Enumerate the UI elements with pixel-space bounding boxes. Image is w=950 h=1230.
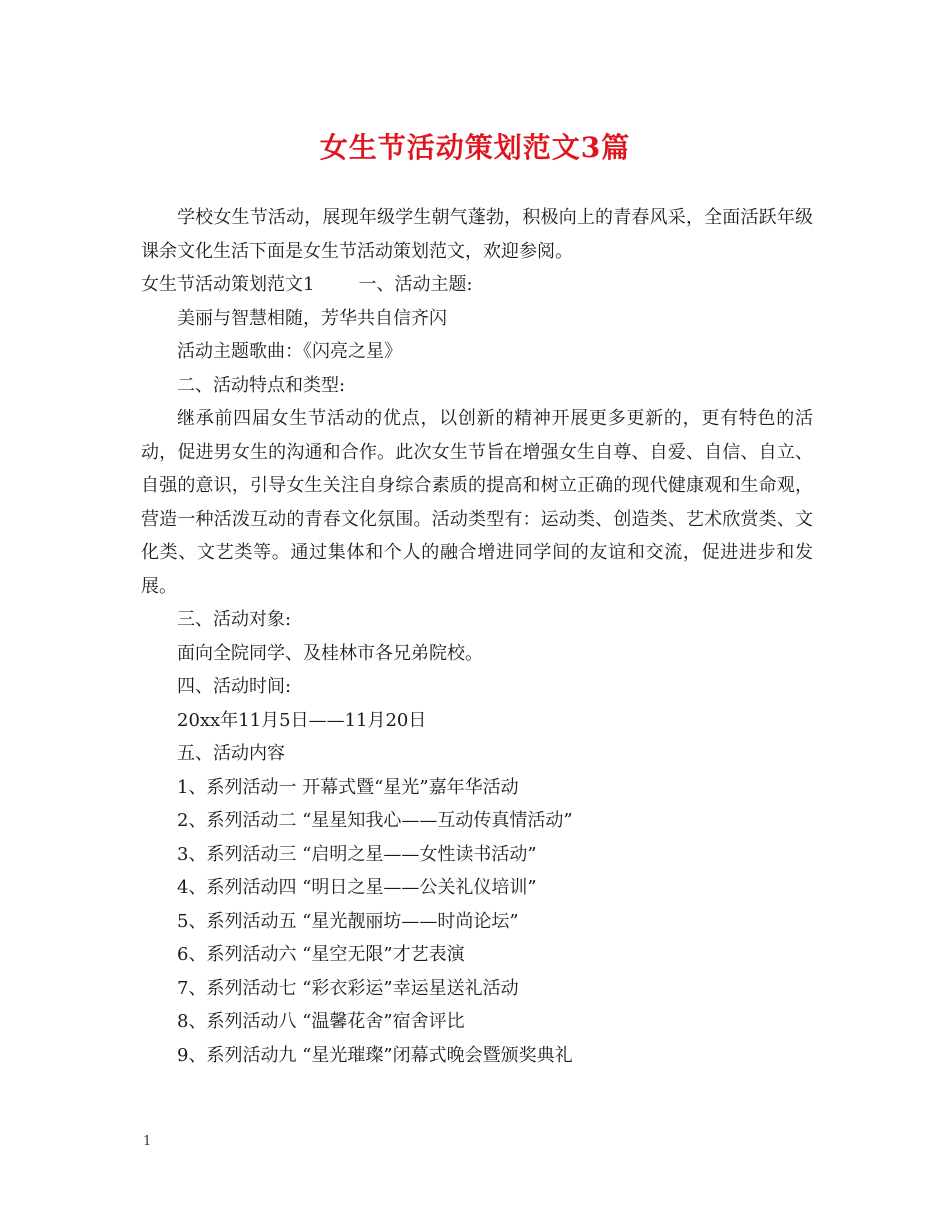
- audience-text: 面向全院同学、及桂林市各兄弟院校。: [177, 642, 483, 664]
- list-item: 1、系列活动一 开幕式暨“星光”嘉年华活动: [177, 776, 519, 798]
- section-4-heading: 四、活动时间:: [177, 676, 292, 697]
- section-2-heading: 二、活动特点和类型:: [177, 374, 346, 396]
- section-3-heading: 三、活动对象:: [177, 609, 292, 630]
- theme-text: 美丽与智慧相随，芳华共自信齐闪: [177, 307, 447, 329]
- section-5-heading: 五、活动内容: [177, 743, 285, 764]
- theme-song: 活动主题歌曲：《闪亮之星》: [177, 341, 402, 362]
- time-text: 20xx年11月5日——11月20日: [177, 709, 427, 731]
- intro-paragraph: 学校女生节活动，展现年级学生朝气蓬勃，积极向上的青春风采，全面活跃年级课余文化生活下面是女生节活动策划范文，欢迎参阅。: [141, 207, 813, 262]
- activity-list: [141, 771, 813, 1073]
- essay-heading-line: [141, 268, 813, 302]
- document-body: [141, 201, 813, 1072]
- list-item: 8、系列活动八 “温馨花舍”宿舍评比: [177, 1011, 465, 1032]
- list-item: 7、系列活动七 “彩衣彩运”幸运星送礼活动: [177, 977, 519, 999]
- page-number: 1: [143, 1134, 152, 1149]
- list-item: 3、系列活动三 “启明之星——女性读书活动”: [177, 843, 537, 865]
- list-item: 2、系列活动二 “星星知我心——互动传真情活动”: [177, 810, 573, 831]
- page-title: 女生节活动策划范文3篇: [319, 131, 631, 164]
- essay-heading: 女生节活动策划范文1: [141, 274, 315, 295]
- section-1-heading: 一、活动主题:: [358, 274, 473, 295]
- list-item: 6、系列活动六 “星空无限”才艺表演: [177, 944, 465, 965]
- section-2-body: 继承前四届女生节活动的优点，以创新的精神开展更多更新的，更有特色的活动，促进男女生的沟通和合作。此次女生节旨在增强女生自尊、自爱、自信、自立、自强的意识，引导女生关注自身综合素质的提高和树立正确的现代健康观和生命观，营造一种活泼互动的青春文化氛围。活动类型有：运动类、创造类、艺术欣赏类、文化类、文艺类等。通过集体和个人的融合增进同学间的友谊和交流，促进进步和发展。: [141, 408, 813, 597]
- list-item: 9、系列活动九 “星光璀璨”闭幕式晚会暨颁奖典礼: [177, 1044, 573, 1066]
- list-item: 5、系列活动五 “星光靓丽坊——时尚论坛”: [177, 910, 519, 932]
- list-item: 4、系列活动四 “明日之星——公关礼仪培训”: [177, 877, 537, 898]
